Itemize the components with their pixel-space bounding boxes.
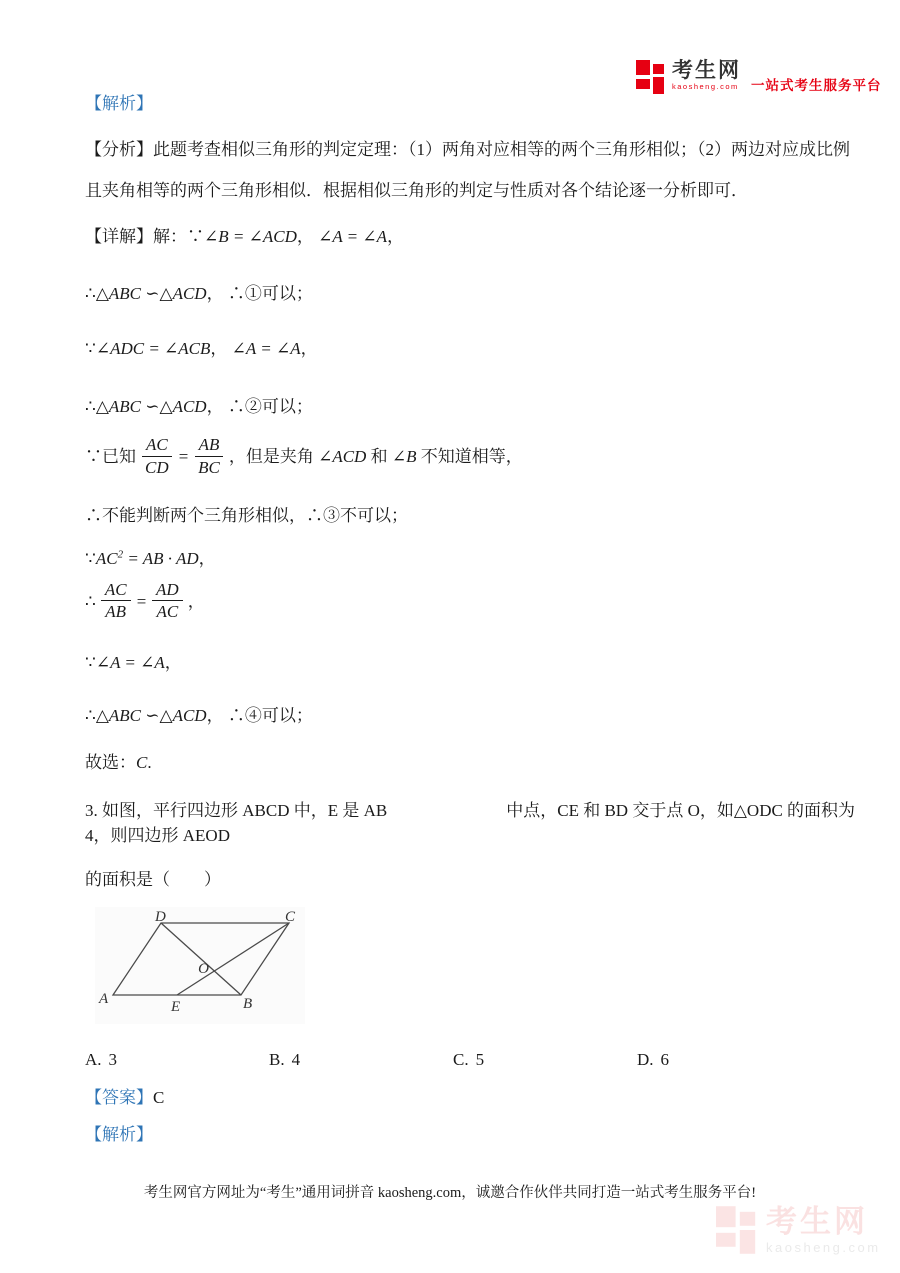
text-segment: 【分析】此题考查相似三角形的判定定理：（1）两角对应相等的两个三角形相似；（2）两边对应成比例 bbox=[85, 139, 850, 159]
vertex-label-c: C bbox=[285, 910, 296, 925]
math-text: △ABC ∽△ACD bbox=[95, 705, 207, 725]
text-segment: 故选： bbox=[85, 753, 136, 773]
math-text: ∠ADC = ∠ACB bbox=[95, 339, 211, 359]
brand-domain: kaosheng.com bbox=[672, 82, 739, 91]
text-segment: ∴ bbox=[85, 283, 96, 303]
text-segment: ∴ bbox=[85, 396, 96, 416]
options-row bbox=[85, 1050, 865, 1070]
geometry-figure bbox=[95, 907, 305, 1024]
option-value: 5 bbox=[475, 1049, 485, 1069]
math-text: △ABC ∽△ACD bbox=[95, 396, 207, 416]
solution-line bbox=[85, 651, 865, 676]
solution-line bbox=[85, 437, 865, 479]
solution-line bbox=[85, 751, 865, 776]
text-segment: ∴ bbox=[85, 705, 96, 725]
jiexi-line-2 bbox=[85, 1123, 865, 1148]
fraction-denominator: AC bbox=[156, 602, 179, 622]
text-segment: 且夹角相等的两个三角形相似．根据相似三角形的判定与性质对各个结论逐一分析即可． bbox=[85, 181, 748, 201]
answer-label: 【答案】 bbox=[85, 1087, 153, 1107]
kaosheng-h-logo-watermark-icon bbox=[716, 1206, 758, 1254]
text-segment: ， ∴④可以； bbox=[206, 705, 313, 725]
question-line-1: 3. 如图，平行四边形 ABCD 中，E 是 AB 中点，CE 和 BD 交于点 O，如△ODC 的面积为 4，则四边形 AEOD bbox=[85, 800, 856, 845]
option-d bbox=[637, 1050, 821, 1070]
vertex-label-b: B bbox=[243, 995, 253, 1012]
text-segment: ， bbox=[198, 549, 216, 569]
fraction-numerator: AD bbox=[152, 580, 183, 602]
footer-text: 考生网官方网址为“考生”通用词拼音 kaosheng.com，诚邀合作伙伴共同打造一站式考生服务平台! bbox=[143, 1185, 757, 1201]
text-segment: ， bbox=[296, 226, 319, 246]
text-segment: ∵已知 bbox=[85, 447, 136, 467]
solution-line bbox=[85, 138, 865, 163]
solution-line bbox=[85, 504, 865, 529]
kaosheng-h-logo-icon bbox=[636, 60, 666, 94]
text-segment: 和 bbox=[366, 447, 392, 467]
option-key: B. bbox=[269, 1049, 285, 1069]
text-segment: ， bbox=[164, 652, 182, 672]
math-text: ∠A = ∠A bbox=[95, 652, 165, 672]
solution-line bbox=[85, 179, 865, 204]
solution-line bbox=[85, 547, 865, 572]
math-text: ∠ACD bbox=[318, 447, 367, 467]
brand-text-block bbox=[672, 60, 741, 91]
fraction-denominator: BC bbox=[198, 458, 220, 478]
fraction-numerator: AC bbox=[101, 580, 131, 602]
solution-lines bbox=[85, 92, 865, 776]
math-fraction bbox=[194, 435, 224, 477]
math-text: ∠B = ∠ACD bbox=[204, 226, 297, 246]
option-value: 3 bbox=[108, 1049, 118, 1069]
text-segment: ， bbox=[187, 591, 205, 611]
brand-name: 考生网 bbox=[672, 59, 741, 82]
watermark-text-block bbox=[766, 1206, 881, 1254]
question-line-2: 的面积是（ ） bbox=[85, 870, 221, 890]
kaosheng-header-logo bbox=[636, 60, 882, 94]
kaosheng-watermark-logo bbox=[716, 1206, 881, 1254]
watermark-domain: kaosheng.com bbox=[766, 1240, 881, 1255]
solution-line bbox=[85, 579, 865, 624]
solution-line bbox=[85, 282, 865, 307]
jiexi-label: 【解析】 bbox=[85, 1125, 153, 1145]
fraction-numerator: AC bbox=[142, 435, 172, 457]
option-value: 6 bbox=[660, 1049, 670, 1069]
math-text: △ABC ∽△ACD bbox=[95, 283, 207, 303]
math-text: ∠B bbox=[391, 447, 417, 467]
math-text: = bbox=[177, 447, 190, 467]
solution-line bbox=[85, 92, 865, 117]
fraction-numerator: AB bbox=[195, 435, 224, 457]
text-segment: ∴ bbox=[85, 591, 96, 611]
text-segment: ∴不能判断两个三角形相似，∴③不可以； bbox=[85, 505, 408, 525]
text-segment: ， ∴①可以； bbox=[206, 283, 313, 303]
text-segment: ， ∴②可以； bbox=[206, 396, 313, 416]
math-text: AC bbox=[95, 549, 118, 569]
text-segment: 【详解】解：∵ bbox=[85, 226, 204, 246]
text-segment: 不知道相等， bbox=[416, 447, 523, 467]
option-value: 4 bbox=[291, 1049, 301, 1069]
math-text: ∠A = ∠A bbox=[231, 339, 301, 359]
option-key: D. bbox=[637, 1049, 654, 1069]
text-segment: ， bbox=[210, 339, 232, 359]
option-c bbox=[453, 1050, 637, 1070]
option-b bbox=[269, 1050, 453, 1070]
math-fraction bbox=[101, 580, 131, 622]
text-segment: ， bbox=[387, 226, 405, 246]
text-segment: ， bbox=[300, 339, 318, 359]
option-key: A. bbox=[85, 1049, 102, 1069]
vertex-label-a: A bbox=[99, 990, 109, 1007]
option-key: C. bbox=[453, 1049, 469, 1069]
text-segment: ∵ bbox=[85, 549, 96, 569]
answer-line bbox=[85, 1086, 865, 1111]
math-superscript: 2 bbox=[117, 548, 124, 561]
math-text: = bbox=[135, 591, 148, 611]
vertex-label-d: D bbox=[155, 910, 166, 925]
blue-section-label: 【解析】 bbox=[85, 94, 153, 113]
math-text: C bbox=[136, 753, 148, 773]
solution-line bbox=[85, 395, 865, 420]
brand-slogan: 一站式考生服务平台 bbox=[751, 78, 882, 93]
math-fraction bbox=[141, 435, 173, 477]
text-segment: . bbox=[147, 753, 152, 773]
vertex-label-e: E bbox=[171, 998, 181, 1015]
math-text: = AB · AD bbox=[123, 549, 199, 569]
solution-line bbox=[85, 704, 865, 729]
fraction-denominator: CD bbox=[145, 458, 169, 478]
main-content bbox=[85, 92, 865, 1148]
solution-line bbox=[85, 225, 865, 250]
math-fraction bbox=[152, 580, 183, 622]
solution-line bbox=[85, 337, 865, 362]
answer-value: C bbox=[153, 1087, 165, 1107]
text-segment: ，但是夹角 bbox=[228, 447, 319, 467]
text-segment: ∵ bbox=[85, 339, 96, 359]
option-a bbox=[85, 1050, 269, 1070]
fraction-denominator: AB bbox=[105, 602, 127, 622]
parallelogram-svg bbox=[97, 911, 299, 1015]
watermark-brand: 考生网 bbox=[766, 1204, 868, 1239]
point-label-o: O bbox=[198, 960, 209, 977]
text-segment: ∵ bbox=[85, 652, 96, 672]
math-text: ∠A = ∠A bbox=[318, 226, 388, 246]
